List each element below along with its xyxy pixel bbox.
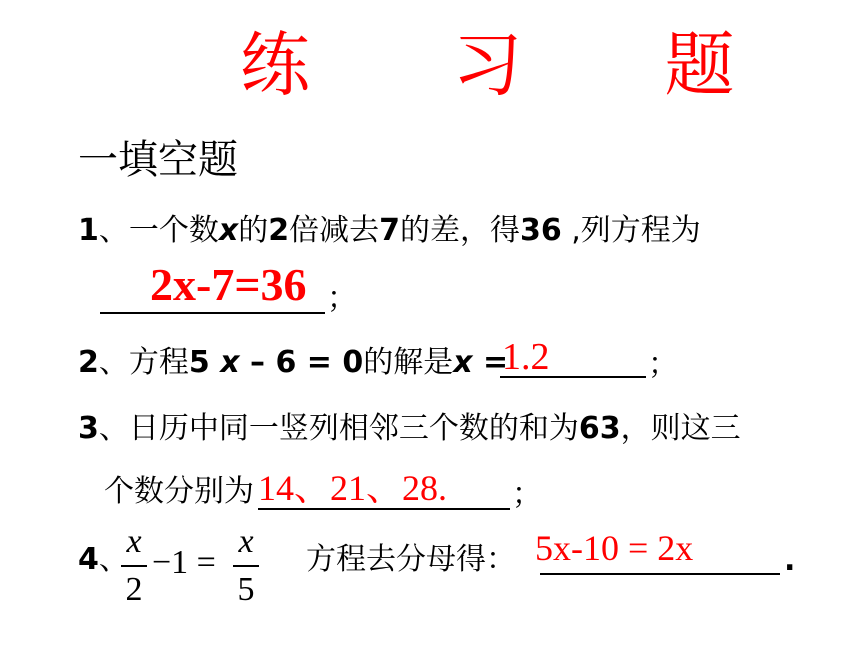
answer-blank-3 [258, 508, 510, 510]
question-text: 、 [98, 542, 129, 577]
numerator: x [238, 523, 254, 560]
denominator: 2 [125, 571, 143, 608]
expression: 5 [188, 345, 221, 380]
fraction-x-over-2 [121, 525, 147, 607]
number: 2 [268, 213, 290, 248]
question-2 [78, 345, 509, 380]
question-3-answer: 14、21、28. [258, 468, 448, 508]
number: 63 [578, 411, 621, 446]
punctuation: . [784, 543, 796, 578]
question-text: 、一个数 [98, 213, 219, 248]
question-3-line-2: 个数分别为 [104, 474, 254, 509]
question-2-answer: 1.2 [502, 336, 550, 378]
question-4-text: 方程去分母得： [306, 542, 516, 577]
variable: x [218, 213, 239, 248]
question-text: 、日历中同一竖列相邻三个数的和为 [98, 411, 579, 446]
question-text: 的解是 [363, 345, 454, 380]
punctuation: ； [512, 477, 542, 512]
expression: = [472, 345, 509, 380]
question-number: 4 [78, 542, 99, 577]
question-text: 的 [238, 213, 269, 248]
fraction-x-over-5 [233, 525, 259, 607]
question-text: 的差，得 [399, 213, 520, 248]
variable: x [453, 345, 473, 380]
denominator: 5 [237, 571, 255, 608]
question-text: ,列方程为 [561, 213, 701, 248]
question-number: 1 [78, 213, 99, 248]
punctuation: ； [648, 347, 678, 382]
fraction-bar [121, 565, 147, 567]
expression: – 6 = 0 [239, 345, 364, 380]
answer-blank-2 [500, 376, 646, 378]
fraction-bar [233, 565, 259, 567]
question-text: 、方程 [98, 345, 189, 380]
question-number: 2 [78, 345, 99, 380]
question-text: 倍减去 [289, 213, 380, 248]
question-text: ，则这三 [620, 411, 741, 446]
section-heading: 一填空题 [78, 137, 238, 183]
question-3-line-1 [78, 411, 741, 446]
question-1-answer: 2x-7=36 [150, 259, 307, 310]
answer-blank-1 [100, 312, 325, 314]
page-title: 练 习 题 [240, 24, 795, 106]
answer-blank-4 [540, 573, 780, 575]
punctuation: ； [327, 281, 357, 316]
number: 7 [379, 213, 400, 248]
variable: x [220, 345, 240, 380]
question-1-line-1 [78, 213, 701, 248]
question-number: 3 [78, 411, 99, 446]
numerator: x [126, 523, 142, 560]
number: 36 [519, 213, 562, 248]
question-4-answer: 5x-10 = 2x [535, 528, 694, 568]
equation-middle: −1 = [152, 544, 216, 581]
